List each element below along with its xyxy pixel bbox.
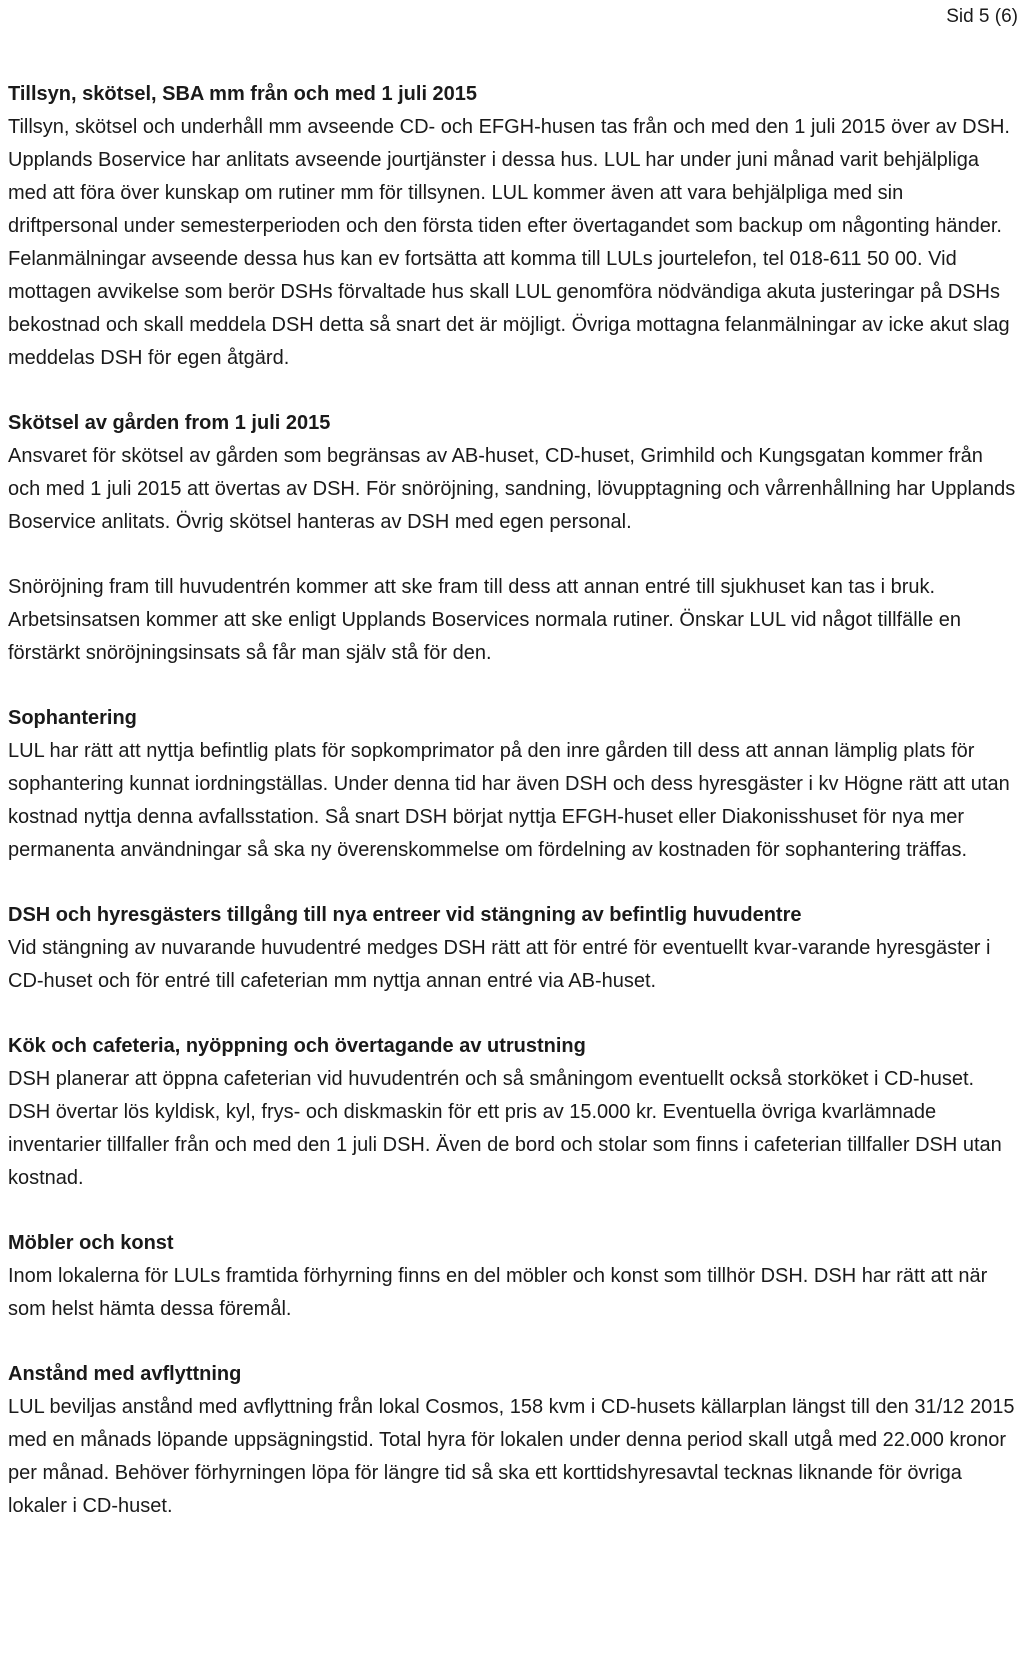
section-entreer — [8, 899, 1016, 998]
section-paragraph: Snöröjning fram till huvudentrén kommer att ske fram till dess att annan entré till sjukhuset kan tas i bruk. Arbetsinsatsen kommer att ske enligt Upplands Boservices normala rutiner. Önskar LUL vid något tillfälle en förstärkt snöröjningsinsats så får man själv stå för den. — [8, 576, 962, 664]
section-heading: Skötsel av gården from 1 juli 2015 — [8, 412, 331, 434]
section-paragraph: Tillsyn, skötsel och underhåll mm avseende CD- och EFGH-husen tas från och med den 1 juli 2015 över av DSH. Upplands Boservice har anlitats avseende jourtjänster i dessa hus. LUL har under juni månad varit behjälpliga med att föra över kunskap om rutiner mm för tillsynen. LUL kommer även att vara behjälpliga med sin driftpersonal under semesterperioden och den första tiden efter övertagandet som backup om någonting händer. Felanmälningar avseende dessa hus kan ev fortsätta att komma till LULs jourtelefon, tel 018-611 50 00. Vid mottagen avvikelse som berör DSHs förvaltade hus skall LUL genomföra nödvändiga akuta justeringar på DSHs bekostnad och skall meddela DSH detta så snart det är möjligt. Övriga mottagna felanmälningar av icke akut slag meddelas DSH för egen åtgärd. — [8, 116, 1010, 369]
section-kok-cafeteria — [8, 1030, 1016, 1195]
section-heading: Kök och cafeteria, nyöppning och övertagande av utrustning — [8, 1035, 586, 1057]
section-paragraph: LUL har rätt att nyttja befintlig plats för sopkomprimator på den inre gården till dess att annan lämplig plats för sophantering kunnat iordningställas. Under denna tid har även DSH och dess hyresgäster i kv Högne rätt att utan kostnad nyttja denna avfallsstation. Så snart DSH börjat nyttja EFGH-huset eller Diakonisshuset för nya mer permanenta användningar så ska ny överenskommelse om fördelning av kostnaden för sophantering träffas. — [8, 740, 1010, 861]
section-sophantering — [8, 702, 1016, 867]
section-heading: Anstånd med avflyttning — [8, 1363, 242, 1385]
section-anstand — [8, 1358, 1016, 1523]
section-heading: Möbler och konst — [8, 1232, 174, 1254]
section-paragraph: Inom lokalerna för LULs framtida förhyrning finns en del möbler och konst som tillhör DSH. DSH har rätt att när som helst hämta dessa föremål. — [8, 1265, 988, 1320]
section-paragraph: Ansvaret för skötsel av gården som begränsas av AB-huset, CD-huset, Grimhild och Kungsgatan kommer från och med 1 juli 2015 att övertas av DSH. För snöröjning, sandning, lövupptagning och vårrenhållning har Upplands Boservice anlitats. Övrig skötsel hanteras av DSH med egen personal. — [8, 445, 1016, 533]
section-skotsel-garden — [8, 407, 1016, 670]
section-paragraph: LUL beviljas anstånd med avflyttning från lokal Cosmos, 158 kvm i CD-husets källarplan längst till den 31/12 2015 med en månads löpande uppsägningstid. Total hyra för lokalen under denna period skall utgå med 22.000 kronor per månad. Behöver förhyrningen löpa för längre tid så ska ett korttidshyresavtal tecknas liknande för övriga lokaler i CD-huset. — [8, 1396, 1015, 1517]
section-paragraph: Vid stängning av nuvarande huvudentré medges DSH rätt att för entré för eventuellt kvar-varande hyresgäster i CD-huset och för entré till cafeterian mm nyttja annan entré via AB-huset. — [8, 937, 991, 992]
section-tillsyn — [8, 78, 1016, 375]
section-heading: DSH och hyresgästers tillgång till nya entreer vid stängning av befintlig huvudentre — [8, 904, 802, 926]
section-mobler-konst — [8, 1227, 1016, 1326]
section-paragraph: DSH planerar att öppna cafeterian vid huvudentrén och så småningom eventuellt också storköket i CD-huset. DSH övertar lös kyldisk, kyl, frys- och diskmaskin för ett pris av 15.000 kr. Eventuella övriga kvarlämnade inventarier tillfaller från och med den 1 juli DSH. Även de bord och stolar som finns i cafeterian tillfaller DSH utan kostnad. — [8, 1068, 1002, 1189]
section-heading: Tillsyn, skötsel, SBA mm från och med 1 juli 2015 — [8, 83, 478, 105]
document-body — [8, 78, 1016, 1555]
section-heading: Sophantering — [8, 707, 137, 729]
page-number: Sid 5 (6) — [946, 6, 1018, 27]
